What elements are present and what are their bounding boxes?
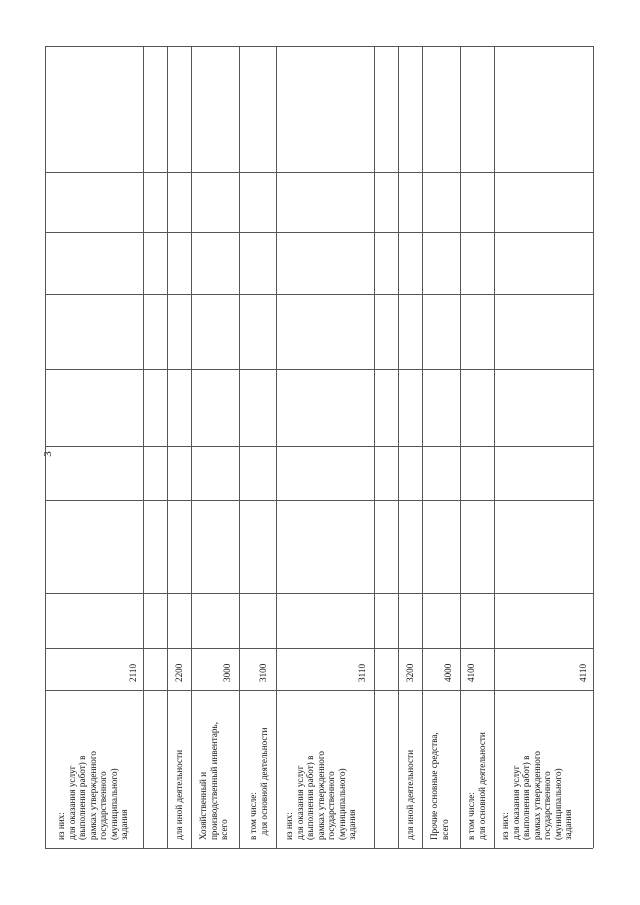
row-name: Хозяйственный и производственный инвентарь, всего [198,721,229,840]
row-name: из них: для оказания услуг (выполнения работ) в рамках утвержденного государственного (муниципального) задания [500,750,573,840]
row-name: для иной деятельности [174,749,184,840]
table-rule [45,172,593,173]
row-code: 3200 [405,663,415,682]
table-rule [593,46,594,848]
row-name: из них: для оказания услуг (выполнения работ) в рамках утвержденного государственного (муниципального) задания [284,750,357,840]
table-rule [494,46,495,848]
table-rule [45,46,593,47]
table-rule [45,690,593,691]
row-code: 3000 [222,663,232,682]
table-rule [143,46,144,848]
row-name: в том числе: для основной деятельности [248,727,269,840]
row-code: 4000 [443,663,453,682]
row-name: Прочие основные средства, всего [429,732,450,840]
row-code: 2200 [174,663,184,682]
row-code: 3100 [258,663,268,682]
table-rule [45,294,593,295]
table-rule [398,46,399,848]
row-code: 4110 [578,663,588,682]
table-rule [45,500,593,501]
table-rule [191,46,192,848]
table-rule [45,648,593,649]
table-rule [45,446,593,447]
table-rule [374,46,375,848]
table-rule [45,369,593,370]
row-name: в том числе: для основной деятельности [466,732,487,840]
table-rule [45,232,593,233]
table-rule [167,46,168,848]
row-name: из них: для оказания услуг (выполнения работ) в рамках утвержденного государственного (муниципального) задания [56,750,129,840]
table-rule [422,46,423,848]
page-number: 3 [41,451,54,457]
table-rule [460,46,461,848]
table-rule [45,46,46,848]
row-code: 2110 [128,663,138,682]
table-rule [276,46,277,848]
table-rule [45,848,593,849]
row-code: 4100 [466,663,476,682]
row-name: для иной деятельности [405,749,415,840]
row-code: 3110 [357,663,367,682]
table-rule [45,593,593,594]
table-rule [239,46,240,848]
